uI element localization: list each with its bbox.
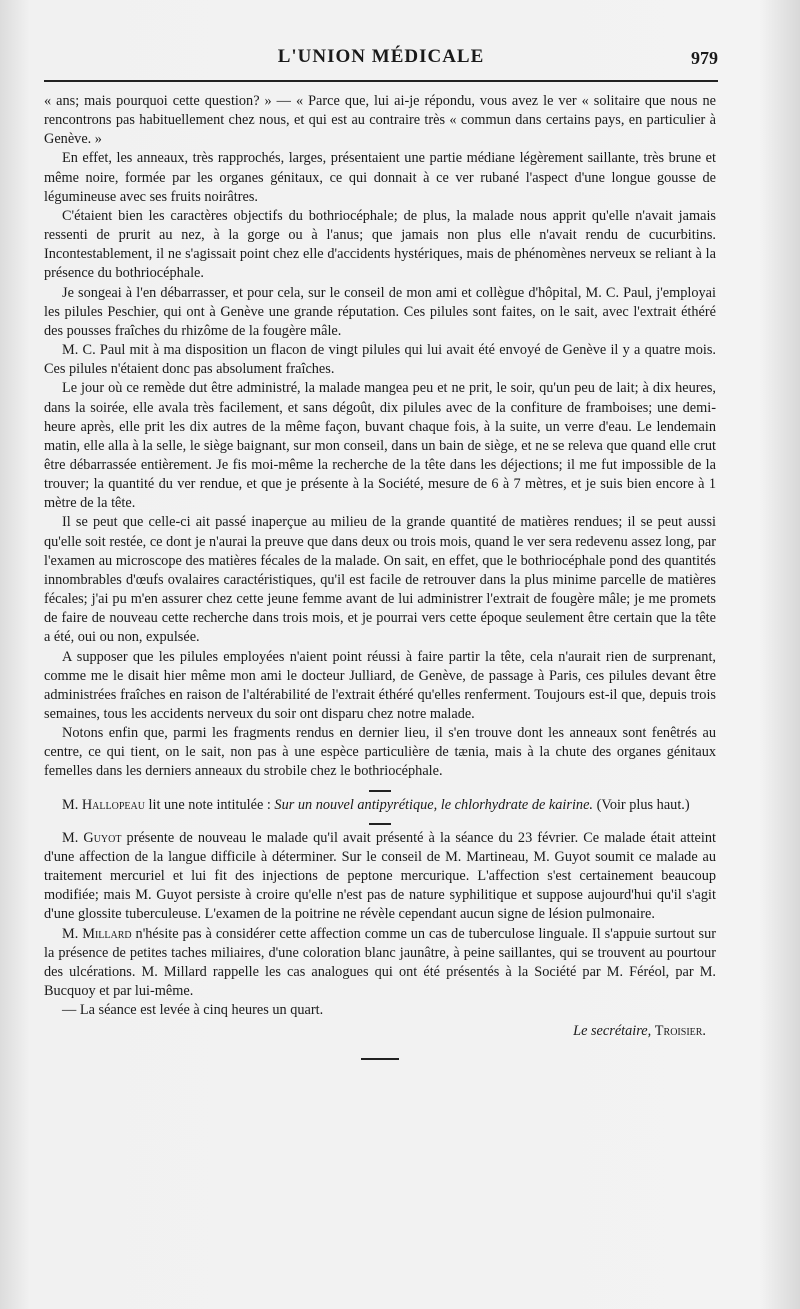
hallopeau-text-before: lit une note intitulée : (144, 796, 275, 813)
page-header (44, 46, 718, 76)
hallopeau-text-after: (Voir plus haut.) (593, 796, 690, 813)
guyot-text: présente de nouveau le malade qu'il avait présenté à la séance du 23 février. Ce malade était atteint d'une affection de la langue difficile à déterminer. Sur le conseil de M. Martineau, M. Guyot soumit ce malade au traitement mercuriel et lui fit des injections de peptone mercurique. L'affection s'est certainement beaucoup modifiée; mais M. Guyot persiste à croire qu'elle n'est pas de nature syphilitique et suppose aujourd'hui qu'il s'agit d'une glossite tuberculeuse. L'examen de la poitrine ne révèle cependant aucun signe de lésion pulmonaire. (44, 829, 716, 923)
paragraph-6: Le jour où ce remède dut être administré, la malade mangea peu et ne prit, le soir, qu'un peu de lait; à dix heures, dans la soirée, elle avala très facilement, et sans dégoût, dix pilules avec de la confiture de framboises; une demi-heure après, elle prit les dix autres de la même façon, buvant chaque fois, à la suite, un verre d'eau. Le lendemain matin, elle alla à la selle, le siège baignant, sur mon conseil, dans un bain de siège, et ne se releva que quand elle crut être débarrassée entièrement. Je fis moi-même la recherche de la tête dans les déjections; il me fut impossible de la trouver; la quantité du ver rendue, et que je présente à la Société, mesure de 6 à 7 mètres, et je suis bien encore à 1 mètre de la tête. (44, 380, 716, 512)
signature-role: Le secrétaire, (573, 1023, 652, 1040)
end-rule (361, 1058, 399, 1060)
paragraph-3: C'étaient bien les caractères objectifs du bothriocéphale; de plus, la malade nous apprit qu'elle n'avait jamais ressenti de prurit au nez, à la gorge ou à l'anus; que jamais non plus elle n'avait rendu de cucurbitins. Incontestablement, il ne s'agissait point chez elle d'accidents hystériques, mais de phénomènes nerveux se reliant à la présence du bothriocéphale. (44, 207, 716, 282)
guyot-paragraph (44, 829, 716, 925)
signature-name: Troisier. (654, 1023, 706, 1040)
section-separator-2 (369, 823, 391, 825)
page-number: 979 (691, 48, 718, 68)
paragraph-8: A supposer que les pilules employées n'aient point réussi à faire partir la tête, cela n'aurait rien de surprenant, comme me le disait hier même mon ami le docteur Julliard, de Genève, de passage à Paris, ces pilules devant être administrées fraîches en raison de l'altérabilité de l'extrait éthéré qu'elles renferment. Toujours est-il que, depuis trois semaines, tous les accidents nerveux du soir ont disparu chez notre malade. (44, 648, 716, 722)
speaker-hallopeau: M. Hallopeau (62, 796, 145, 813)
paragraph-7: Il se peut que celle-ci ait passé inaperçue au milieu de la grande quantité de matières rendues; il se peut aussi qu'elle soit restée, ce dont je n'aurai la preuve que dans deux ou trois mois, quand le ver sera redevenu assez long, par l'examen au microscope des matières fécales de la malade. On sait, en effet, que le bothriocéphale pond des quantités innombrables d'œufs ovalaires caractéristiques, qu'il est facile de retrouver dans la plus minime parcelle de matières fécales; j'ai pu m'en assurer chez cette jeune femme avant de lui administrer l'extrait de fougère mâle; je me promets de faire de nouveau cette recherche dans trois mois, et je pourrai vers cette époque seulement être certain que la tête a été, oui ou non, expulsée. (44, 514, 716, 646)
hallopeau-note-title: Sur un nouvel antipyrétique, le chlorhydrate de kairine. (274, 796, 593, 813)
article-body (44, 92, 716, 1060)
paragraph-5: M. C. Paul mit à ma disposition un flacon de vingt pilules qui lui avait été envoyé de Genève il y a quatre mois. Ces pilules n'étaient donc pas absolument fraîches. (44, 342, 716, 378)
journal-title: L'UNION MÉDICALE (277, 46, 485, 67)
paragraph-4: Je songeai à l'en débarrasser, et pour cela, sur le conseil de mon ami et collègue d'hôpital, M. C. Paul, j'employai les pilules Peschier, qui ont à Genève une grande réputation. Ces pilules sont faites, on le sait, avec l'extrait éthéré des pousses fraîches du rhizôme de la fougère mâle. (44, 284, 716, 339)
section-separator (369, 790, 391, 792)
header-rule (44, 80, 718, 82)
hallopeau-paragraph (44, 796, 716, 815)
millard-paragraph (44, 925, 716, 1002)
closing-line: — La séance est levée à cinq heures un quart. (62, 1002, 324, 1019)
paragraph-1: « ans; mais pourquoi cette question? » — « Parce que, lui ai-je répondu, vous avez le ver « solitaire que nous ne rencontrons pas habituellement chez nous, et qui est au contraire très « commun dans certains pays, en particulier à Genève. » (44, 93, 716, 148)
speaker-millard: M. Millard (62, 925, 132, 942)
signature (44, 1022, 716, 1041)
paragraph-2: En effet, les anneaux, très rapprochés, larges, présentaient une partie médiane légèrement saillante, très brune et même noire, formée par les organes génitaux, ce qui donnait à ce ver rubané l'aspect d'une longue gousse de légumineuse avec ses fruits noirâtres. (44, 150, 716, 205)
paragraph-9: Notons enfin que, parmi les fragments rendus en dernier lieu, il s'en trouve dont les anneaux sont fenêtrés au centre, ce qui tient, on le sait, non pas à une espèce particulière de tænia, mais à la chute des organes génitaux femelles dans les derniers anneaux du strobile chez le bothriocéphale. (44, 725, 716, 780)
millard-text: n'hésite pas à considérer cette affection comme un cas de tuberculose linguale. Il s'appuie surtout sur la présence de petites taches miliaires, d'une coloration blanc jaunâtre, à peine saillantes, qui se trouvent au pourtour des ulcérations. M. Millard rappelle les cas analogues qui ont été présentés à la Société par M. Féréol, par M. Bucquoy et par lui-même. (44, 925, 716, 1000)
speaker-guyot: M. Guyot (62, 829, 122, 846)
